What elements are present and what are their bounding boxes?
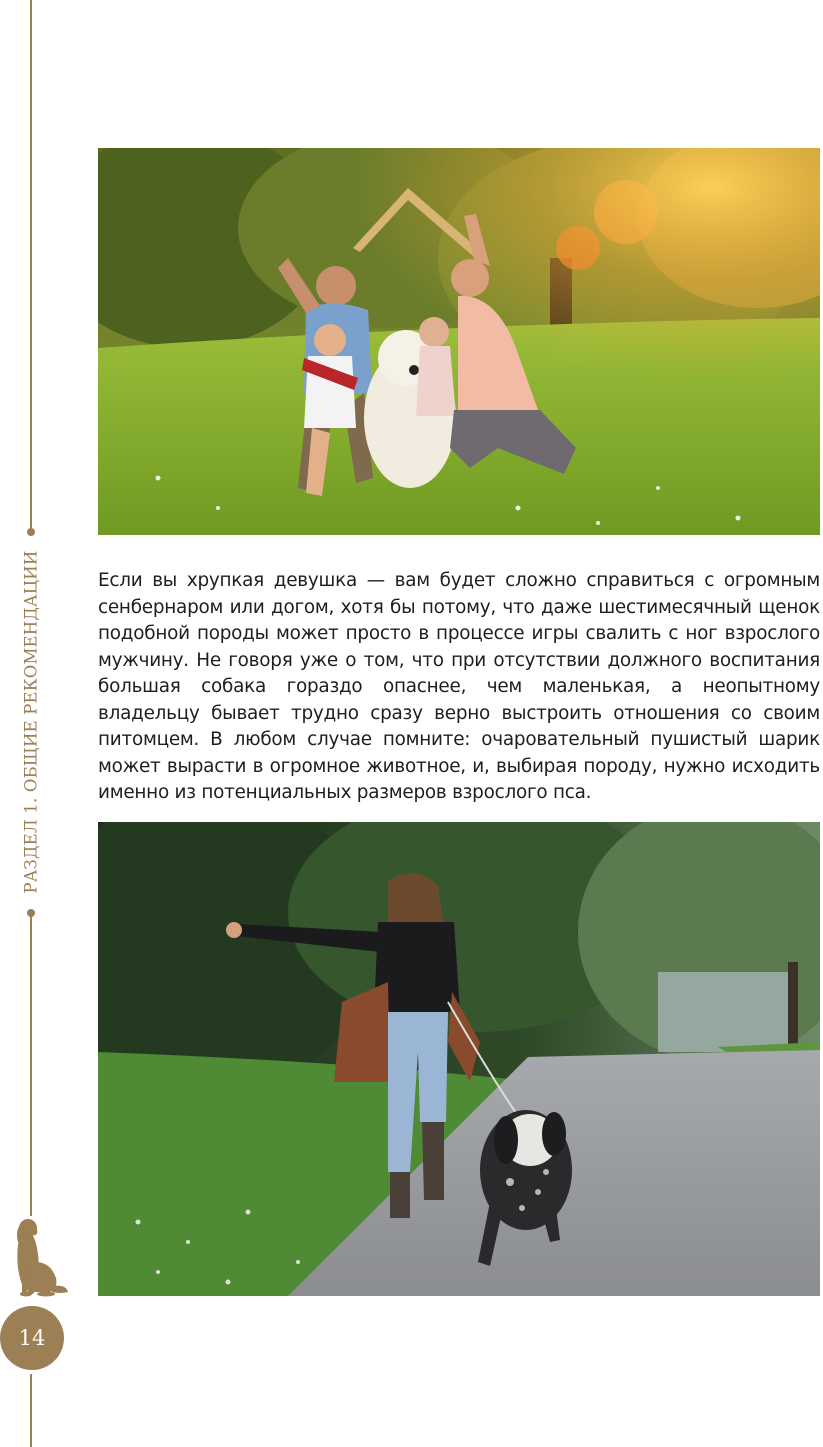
left-rule-middle	[30, 916, 32, 1216]
left-rule-bottom	[30, 1374, 32, 1447]
family-with-dog-photo	[98, 148, 820, 535]
page-number-badge: 14	[0, 1306, 64, 1370]
sitting-dog-icon	[6, 1216, 70, 1298]
left-rule-top	[30, 0, 32, 530]
article-paragraph: Если вы хрупкая девушка — вам будет сложно справиться с огромным сенбернаром или догом, хотя бы потому, что даже шестимесячный щенок подобной породы может просто в процессе игры свалить с ног взрослого мужчину. Не говоря уже о том, что при отсутствии должного воспитания большая собака гораздо опаснее, чем маленькая, а неопытному владельцу бывает трудно сразу верно выстроить отношения со своим питомцем. В любом случае помните: очаровательный пушистый шарик может вырасти в огромное животное, и, выбирая породу, нужно исходить именно из потенциальных размеров взрослого пса.	[98, 570, 820, 803]
rule-dot	[27, 528, 35, 536]
woman-running-with-dog-photo	[98, 822, 820, 1296]
section-label: РАЗДЕЛ 1. ОБЩИЕ РЕКОМЕНДАЦИИ	[21, 550, 41, 894]
